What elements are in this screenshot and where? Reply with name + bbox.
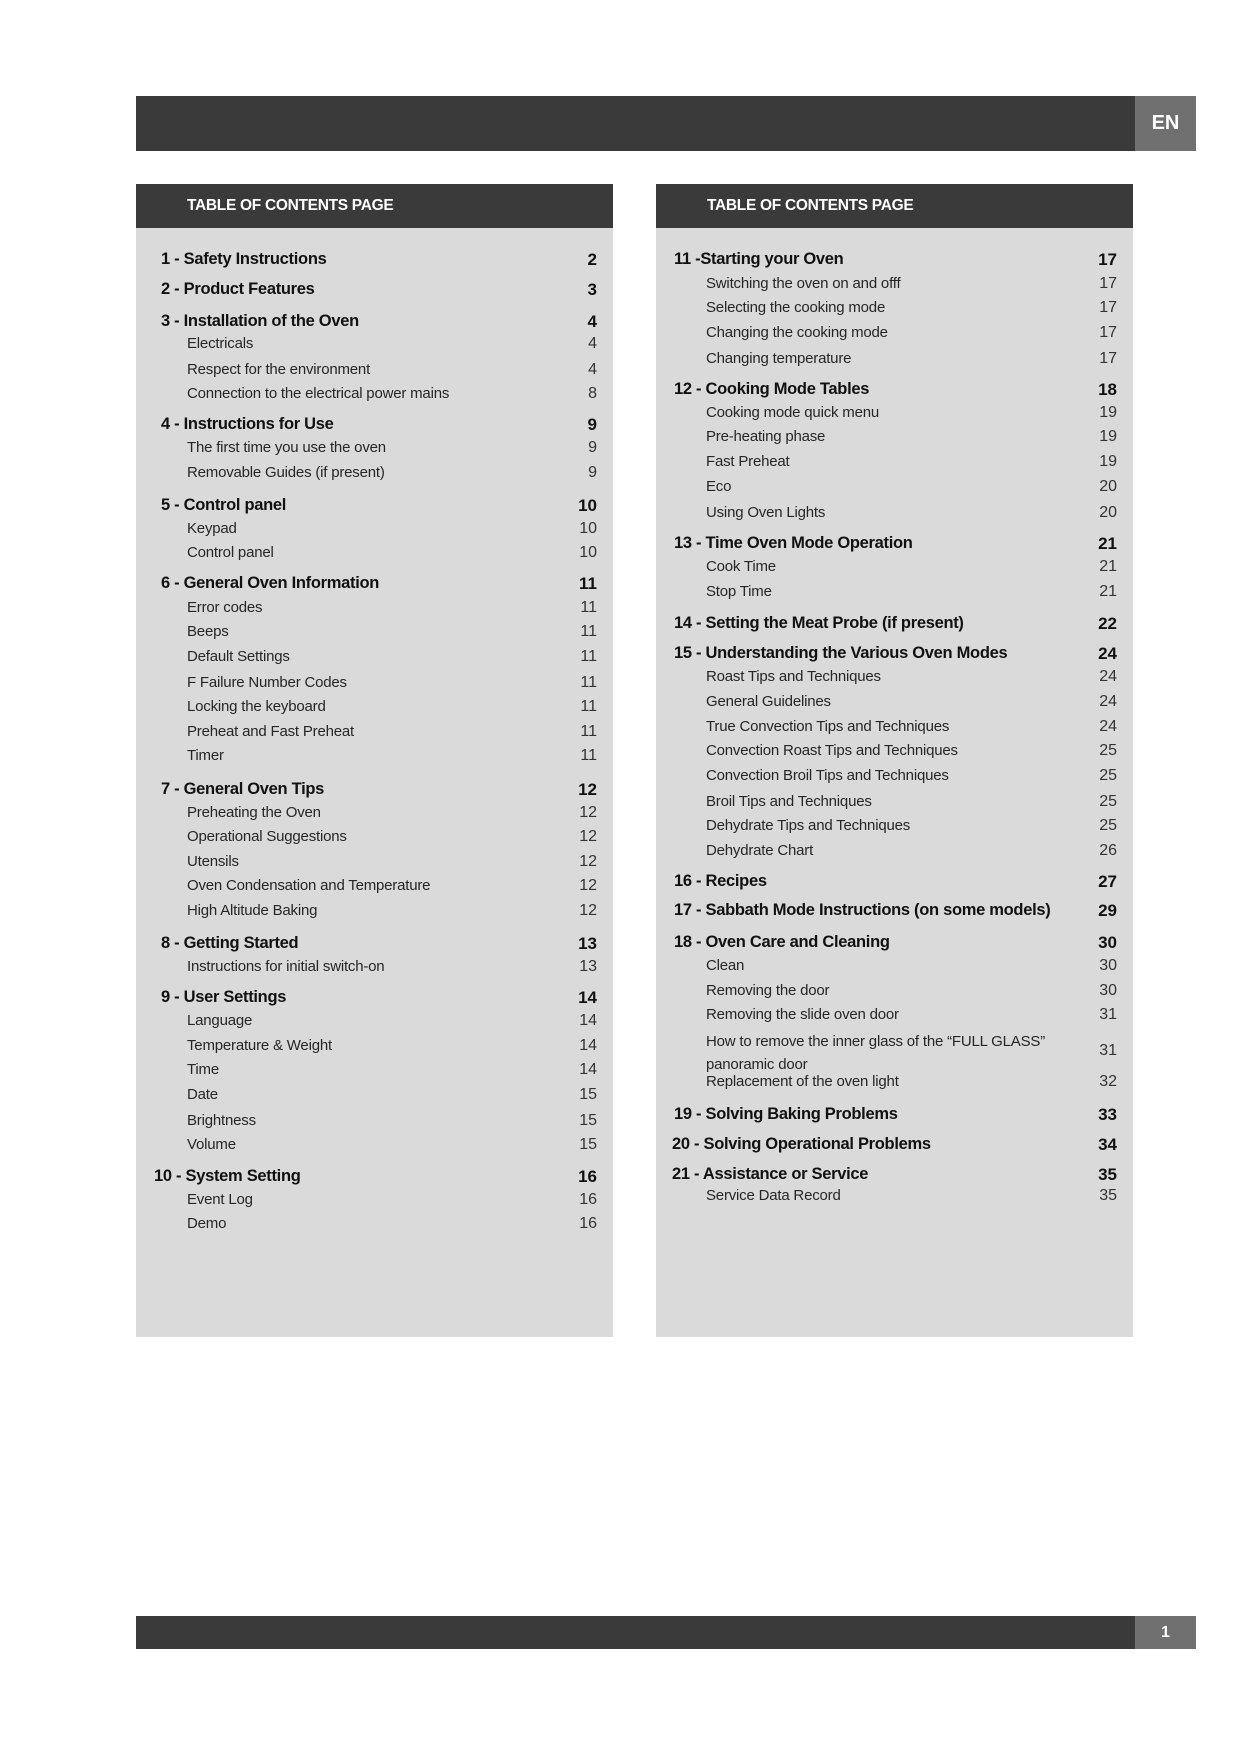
toc-chapter-entry <box>656 1105 1133 1125</box>
toc-entry-page: 14 <box>578 988 597 1007</box>
toc-chapter-entry <box>136 934 613 954</box>
toc-entry-title: Beeps <box>187 623 229 640</box>
toc-entry-title: Dehydrate Tips and Techniques <box>706 817 911 834</box>
toc-subentry <box>656 793 1133 811</box>
toc-subentry <box>136 1215 613 1233</box>
toc-entry-page: 17 <box>1099 275 1117 292</box>
toc-entry-title: Switching the oven on and offf <box>706 275 901 292</box>
toc-entry-title: Preheating the Oven <box>187 804 321 821</box>
toc-entry-page: 4 <box>588 361 597 378</box>
toc-subentry <box>656 1073 1133 1091</box>
toc-chapter-entry <box>656 644 1133 664</box>
toc-entry-page: 18 <box>1098 380 1117 399</box>
toc-entry-page: 30 <box>1098 933 1117 952</box>
toc-subentry <box>656 275 1133 293</box>
toc-subentry <box>136 335 613 353</box>
toc-subentry <box>656 504 1133 522</box>
toc-panel-left <box>136 184 613 1337</box>
toc-chapter-entry <box>656 534 1133 554</box>
toc-entry-page: 14 <box>579 1061 597 1078</box>
toc-header: TABLE OF CONTENTS PAGE <box>136 184 613 228</box>
toc-entry-page: 15 <box>579 1112 597 1129</box>
toc-entry-page: 17 <box>1099 299 1117 316</box>
toc-entry-page: 13 <box>579 958 597 975</box>
toc-entry-title: Demo <box>187 1215 227 1232</box>
toc-subentry <box>656 1187 1133 1205</box>
toc-subentry <box>656 404 1133 422</box>
toc-entry-page: 25 <box>1099 817 1117 834</box>
toc-entry-title: 6 - General Oven Information <box>161 574 380 592</box>
toc-entry-page: 9 <box>588 464 597 481</box>
toc-entry-page: 29 <box>1098 901 1117 920</box>
toc-entry-title: Cook Time <box>706 558 776 575</box>
toc-entry-title: Electricals <box>187 335 254 352</box>
toc-entry-title: 2 - Product Features <box>161 280 315 298</box>
toc-entry-title: Changing the cooking mode <box>706 324 888 341</box>
toc-entry-title: 20 - Solving Operational Problems <box>672 1135 931 1153</box>
toc-entry-title: 21 - Assistance or Service <box>672 1165 869 1183</box>
toc-entry-page: 26 <box>1099 842 1117 859</box>
toc-entry-page: 33 <box>1098 1105 1117 1124</box>
toc-entry-page: 21 <box>1098 534 1117 553</box>
toc-chapter-entry <box>136 780 613 800</box>
toc-chapter-entry <box>136 496 613 516</box>
toc-subentry <box>136 1136 613 1154</box>
toc-entry-page: 15 <box>579 1086 597 1103</box>
toc-subentry <box>136 698 613 716</box>
toc-chapter-entry <box>136 415 613 435</box>
toc-entry-title: Eco <box>706 478 732 495</box>
toc-entry-page: 24 <box>1099 668 1117 685</box>
toc-entry-title: Stop Time <box>706 583 772 600</box>
toc-entry-title: Preheat and Fast Preheat <box>187 723 354 740</box>
toc-chapter-entry <box>656 614 1133 634</box>
toc-entry-page: 12 <box>579 828 597 845</box>
toc-subentry <box>656 817 1133 835</box>
toc-subentry <box>136 464 613 482</box>
toc-entry-title: Service Data Record <box>706 1187 841 1204</box>
toc-entry-title: 14 - Setting the Meat Probe (if present) <box>674 614 964 632</box>
toc-entry-page: 12 <box>579 853 597 870</box>
toc-entry-title: 3 - Installation of the Oven <box>161 312 359 330</box>
toc-subentry <box>136 544 613 562</box>
toc-subentry <box>136 828 613 846</box>
toc-entry-page: 14 <box>579 1037 597 1054</box>
toc-entry-title: Operational Suggestions <box>187 828 347 845</box>
toc-entry-page: 24 <box>1099 718 1117 735</box>
toc-entry-title: Selecting the cooking mode <box>706 299 886 316</box>
toc-entry-page: 17 <box>1099 350 1117 367</box>
toc-entry-page: 11 <box>580 723 597 740</box>
toc-entry-page: 35 <box>1098 1165 1117 1184</box>
toc-chapter-entry <box>656 872 1133 892</box>
toc-chapter-entry <box>136 988 613 1008</box>
toc-entry-title: 8 - Getting Started <box>161 934 299 952</box>
toc-entry-title: Temperature & Weight <box>187 1037 332 1054</box>
toc-subentry <box>136 385 613 403</box>
toc-list <box>136 228 613 1337</box>
toc-subentry <box>136 902 613 920</box>
toc-subentry <box>656 324 1133 342</box>
toc-subentry <box>656 742 1133 760</box>
toc-entry-title: 5 - Control panel <box>161 496 287 514</box>
header-bar <box>136 96 1196 151</box>
toc-entry-title: Utensils <box>187 853 239 870</box>
toc-entry-title: Event Log <box>187 1191 253 1208</box>
toc-entry-page: 20 <box>1099 504 1117 521</box>
toc-entry-page: 2 <box>587 250 597 269</box>
toc-entry-title: 10 - System Setting <box>154 1167 301 1185</box>
toc-entry-page: 21 <box>1099 583 1117 600</box>
toc-entry-title: 4 - Instructions for Use <box>161 415 334 433</box>
toc-entry-title: 1 - Safety Instructions <box>161 250 327 268</box>
toc-entry-title: 11 -Starting your Oven <box>674 250 844 268</box>
toc-entry-page: 17 <box>1099 324 1117 341</box>
toc-entry-page: 11 <box>580 599 597 616</box>
page-number: 1 <box>1135 1616 1196 1649</box>
toc-entry-page: 4 <box>588 335 597 352</box>
toc-subentry <box>136 1086 613 1104</box>
toc-chapter-entry <box>136 280 613 300</box>
toc-entry-page: 9 <box>587 415 597 434</box>
toc-entry-title: Dehydrate Chart <box>706 842 814 859</box>
toc-entry-title: Control panel <box>187 544 274 561</box>
toc-entry-page: 11 <box>580 747 597 764</box>
toc-entry-title: Date <box>187 1086 218 1103</box>
toc-entry-page: 9 <box>588 439 597 456</box>
toc-entry-page: 11 <box>580 698 597 715</box>
toc-entry-page: 13 <box>578 934 597 953</box>
toc-chapter-entry <box>656 380 1133 400</box>
toc-entry-page: 30 <box>1099 982 1117 999</box>
toc-subentry <box>656 558 1133 576</box>
toc-subentry <box>136 648 613 666</box>
toc-entry-title: Cooking mode quick menu <box>706 404 879 421</box>
toc-entry-page: 27 <box>1098 872 1117 891</box>
toc-entry-title: The first time you use the oven <box>187 439 386 456</box>
toc-entry-page: 21 <box>1099 558 1117 575</box>
toc-subentry <box>656 842 1133 860</box>
toc-entry-title: 19 - Solving Baking Problems <box>674 1105 898 1123</box>
toc-entry-page: 17 <box>1098 250 1117 269</box>
toc-subentry <box>656 299 1133 317</box>
toc-entry-title: Instructions for initial switch-on <box>187 958 385 975</box>
toc-chapter-entry <box>656 250 1133 270</box>
language-tab: EN <box>1135 96 1196 151</box>
toc-entry-page: 12 <box>579 902 597 919</box>
toc-entry-page: 16 <box>578 1167 597 1186</box>
toc-entry-page: 8 <box>588 385 597 402</box>
toc-subentry <box>656 478 1133 496</box>
toc-entry-page: 25 <box>1099 793 1117 810</box>
toc-chapter-entry <box>136 1167 613 1187</box>
toc-entry-page: 4 <box>587 312 597 331</box>
toc-entry-title: Using Oven Lights <box>706 504 826 521</box>
toc-entry-title: Error codes <box>187 599 263 616</box>
toc-chapter-entry <box>656 1135 1133 1155</box>
toc-entry-title: Pre-heating phase <box>706 428 826 445</box>
toc-entry-title: Default Settings <box>187 648 290 665</box>
toc-entry-title: General Guidelines <box>706 693 831 710</box>
toc-entry-title: Respect for the environment <box>187 361 371 378</box>
toc-subentry <box>136 1112 613 1130</box>
toc-entry-page: 24 <box>1098 644 1117 663</box>
toc-entry-page: 30 <box>1099 957 1117 974</box>
toc-panel-right <box>656 184 1133 1337</box>
toc-subentry <box>136 958 613 976</box>
toc-entry-title: Clean <box>706 957 745 974</box>
toc-subentry <box>656 1006 1133 1024</box>
toc-entry-page: 12 <box>579 804 597 821</box>
toc-entry-title: Brightness <box>187 1112 256 1129</box>
toc-entry-page: 19 <box>1099 428 1117 445</box>
footer-bar <box>136 1616 1196 1649</box>
toc-subentry <box>656 453 1133 471</box>
toc-header: TABLE OF CONTENTS PAGE <box>656 184 1133 228</box>
toc-subentry <box>136 723 613 741</box>
toc-entry-title: Connection to the electrical power mains <box>187 385 450 402</box>
toc-entry-page: 3 <box>587 280 597 299</box>
toc-entry-page: 11 <box>580 623 597 640</box>
toc-entry-title: Changing temperature <box>706 350 852 367</box>
toc-entry-title: Replacement of the oven light <box>706 1073 899 1090</box>
toc-entry-page: 31 <box>1099 1006 1117 1023</box>
toc-entry-title: Locking the keyboard <box>187 698 326 715</box>
toc-subentry <box>136 674 613 692</box>
toc-chapter-entry <box>656 901 1133 921</box>
toc-entry-page: 22 <box>1098 614 1117 633</box>
toc-chapter-entry <box>656 933 1133 953</box>
toc-subentry <box>136 439 613 457</box>
toc-entry-title: 9 - User Settings <box>161 988 287 1006</box>
toc-entry-page: 19 <box>1099 404 1117 421</box>
toc-entry-title: 15 - Understanding the Various Oven Modes <box>674 644 1008 662</box>
toc-subentry <box>136 747 613 765</box>
toc-subentry <box>136 361 613 379</box>
toc-subentry <box>656 668 1133 686</box>
toc-entry-title: How to remove the inner glass of the “FULL GLASS” panoramic door <box>706 1033 1045 1073</box>
toc-entry-title: Fast Preheat <box>706 453 790 470</box>
toc-subentry <box>656 767 1133 785</box>
toc-entry-page: 16 <box>579 1191 597 1208</box>
toc-entry-title: 16 - Recipes <box>674 872 767 890</box>
toc-subentry <box>656 693 1133 711</box>
toc-entry-page: 24 <box>1099 693 1117 710</box>
toc-subentry <box>136 599 613 617</box>
toc-entry-page: 15 <box>579 1136 597 1153</box>
toc-entry-page: 32 <box>1099 1073 1117 1090</box>
toc-entry-page: 19 <box>1099 453 1117 470</box>
toc-entry-title: Convection Broil Tips and Techniques <box>706 767 949 784</box>
toc-chapter-entry <box>136 250 613 270</box>
toc-subentry <box>656 718 1133 736</box>
toc-entry-title: Keypad <box>187 520 237 537</box>
toc-entry-page: 11 <box>579 574 597 593</box>
toc-subentry <box>136 877 613 895</box>
toc-subentry <box>656 982 1133 1000</box>
toc-subentry <box>656 428 1133 446</box>
toc-entry-title: F Failure Number Codes <box>187 674 347 691</box>
toc-entry-title: 7 - General Oven Tips <box>161 780 325 798</box>
toc-entry-title: Oven Condensation and Temperature <box>187 877 431 894</box>
toc-subentry <box>656 583 1133 601</box>
toc-entry-page: 20 <box>1099 478 1117 495</box>
toc-entry-page: 10 <box>578 496 597 515</box>
toc-entry-page: 35 <box>1099 1187 1117 1204</box>
toc-entry-title: Removing the door <box>706 982 830 999</box>
toc-entry-page: 10 <box>579 544 597 561</box>
toc-entry-title: True Convection Tips and Techniques <box>706 718 950 735</box>
toc-chapter-entry <box>136 312 613 332</box>
toc-subentry <box>656 1030 1133 1076</box>
toc-entry-title: Convection Roast Tips and Techniques <box>706 742 958 759</box>
toc-subentry <box>136 1012 613 1030</box>
toc-entry-title: 12 - Cooking Mode Tables <box>674 380 870 398</box>
toc-entry-title: Broil Tips and Techniques <box>706 793 872 810</box>
toc-entry-page: 10 <box>579 520 597 537</box>
toc-subentry <box>136 623 613 641</box>
toc-entry-title: Timer <box>187 747 224 764</box>
toc-list <box>656 228 1133 1337</box>
toc-entry-page: 16 <box>579 1215 597 1232</box>
toc-entry-page: 12 <box>579 877 597 894</box>
toc-subentry <box>136 1061 613 1079</box>
toc-entry-title: Volume <box>187 1136 236 1153</box>
toc-entry-title: Language <box>187 1012 253 1029</box>
toc-entry-title: Removable Guides (if present) <box>187 464 385 481</box>
toc-entry-title: Removing the slide oven door <box>706 1006 899 1023</box>
toc-entry-title: High Altitude Baking <box>187 902 318 919</box>
toc-entry-page: 25 <box>1099 742 1117 759</box>
toc-entry-title: 17 - Sabbath Mode Instructions (on some models) <box>674 901 1051 919</box>
toc-entry-page: 34 <box>1098 1135 1117 1154</box>
toc-entry-title: 13 - Time Oven Mode Operation <box>674 534 913 552</box>
toc-entry-page: 12 <box>578 780 597 799</box>
toc-entry-page: 25 <box>1099 767 1117 784</box>
toc-entry-title: Roast Tips and Techniques <box>706 668 881 685</box>
toc-entry-page: 11 <box>580 648 597 665</box>
toc-subentry <box>136 1037 613 1055</box>
toc-subentry <box>656 957 1133 975</box>
toc-subentry <box>136 853 613 871</box>
toc-subentry <box>136 520 613 538</box>
toc-chapter-entry <box>136 574 613 594</box>
toc-subentry <box>136 1191 613 1209</box>
toc-subentry <box>656 350 1133 368</box>
toc-chapter-entry <box>656 1165 1133 1185</box>
toc-entry-title: 18 - Oven Care and Cleaning <box>674 933 890 951</box>
toc-entry-title: Time <box>187 1061 219 1078</box>
toc-entry-page: 11 <box>580 674 597 691</box>
toc-entry-page: 14 <box>579 1012 597 1029</box>
toc-entry-page: 31 <box>1099 1042 1117 1059</box>
toc-subentry <box>136 804 613 822</box>
